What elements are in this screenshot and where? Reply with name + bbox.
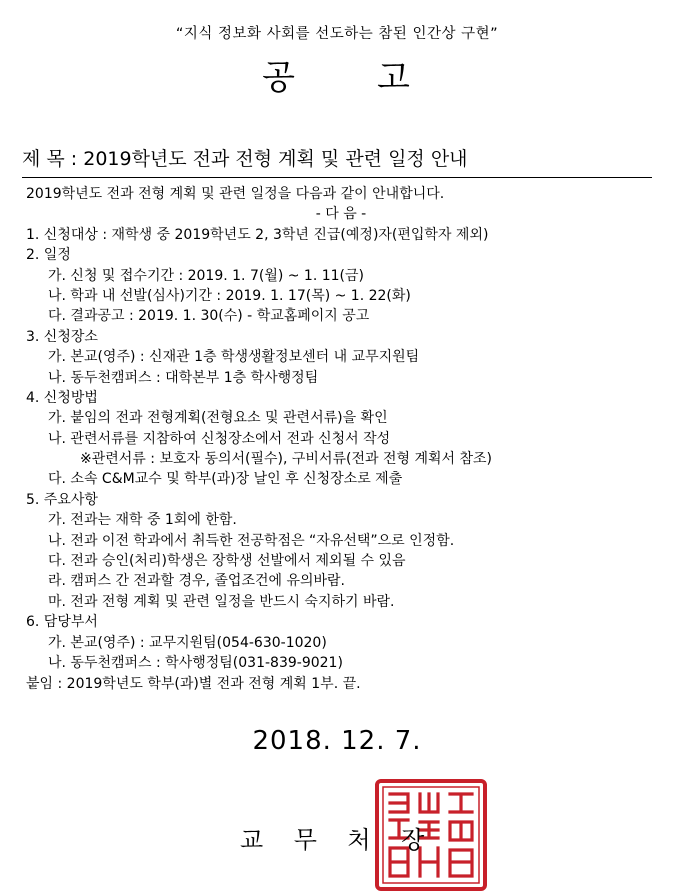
issuer-char-1: 교 [240, 826, 264, 854]
item-5-sub-b: 나. 전과 이전 학과에서 취득한 전공학점은 “자유선택”으로 인정함. [48, 532, 455, 549]
notice-body [26, 184, 656, 673]
item-3-heading: 3. 신청장소 [26, 328, 98, 345]
item-2-sub-c: 다. 결과공고 : 2019. 1. 30(수) - 학교홈페이지 공고 [48, 308, 370, 325]
item-4-heading: 4. 신청방법 [26, 389, 98, 406]
item-2-sub-a: 가. 신청 및 접수기간 : 2019. 1. 7(월) ~ 1. 11(금) [48, 267, 365, 284]
item-1-target: 1. 신청대상 : 재학생 중 2019학년도 2, 3학년 진급(예정)자(편입학자 제외) [26, 226, 489, 243]
issuer-char-4: 장 [401, 826, 425, 854]
item-5-sub-d: 라. 캠퍼스 간 전과할 경우, 졸업조건에 유의바람. [48, 573, 346, 590]
title-char-2: 고 [377, 58, 412, 98]
subject-underline [22, 177, 652, 178]
issuer-char-2: 무 [293, 826, 317, 854]
item-6-sub-a: 가. 본교(영주) : 교무지원팀(054-630-1020) [48, 634, 327, 651]
motto: “지식 정보화 사회를 선도하는 참된 인간상 구현” [175, 26, 499, 42]
item-4-sub-a: 가. 붙임의 전과 전형계획(전형요소 및 관련서류)을 확인 [48, 410, 388, 427]
issuer-title [240, 820, 424, 855]
page-title [0, 50, 674, 99]
item-4-note: ※관련서류 : 보호자 동의서(필수), 구비서류(전과 전형 계획서 참조) [80, 451, 492, 468]
item-3-sub-b: 나. 동두천캠퍼스 : 대학본부 1층 학사행정팀 [48, 369, 319, 386]
issue-date: 2018. 12. 7. [252, 726, 422, 756]
issuer-char-3: 처 [347, 826, 371, 854]
divider-text: - 다 음 - [315, 206, 367, 223]
item-4-sub-b: 나. 관련서류를 지참하여 신청장소에서 전과 신청서 작성 [48, 430, 391, 447]
item-4-sub-c: 다. 소속 C&M교수 및 학부(과)장 날인 후 신청장소로 제출 [48, 471, 403, 488]
intro-text: 2019학년도 전과 전형 계획 및 관련 일정을 다음과 같이 안내합니다. [26, 186, 445, 202]
item-5-heading: 5. 주요사항 [26, 491, 98, 508]
item-5-sub-e: 마. 전과 전형 계획 및 관련 일정을 반드시 숙지하기 바람. [48, 593, 395, 610]
item-3-sub-a: 가. 본교(영주) : 신재관 1층 학생생활정보센터 내 교무지원팀 [48, 349, 420, 366]
item-5-sub-c: 다. 전과 승인(처리)학생은 장학생 선발에서 제외될 수 있음 [48, 553, 406, 570]
attachment-note: 붙임 : 2019학년도 학부(과)별 전과 전형 계획 1부. 끝. [26, 676, 361, 692]
item-2-heading: 2. 일정 [26, 247, 71, 264]
subject-line: 제 목 : 2019학년도 전과 전형 계획 및 관련 일정 안내 [22, 148, 468, 170]
item-2-sub-b: 나. 학과 내 선발(심사)기간 : 2019. 1. 17(목) ~ 1. 22(화) [48, 287, 411, 304]
item-6-heading: 6. 담당부서 [26, 614, 98, 631]
title-char-1: 공 [262, 58, 297, 98]
item-5-sub-a: 가. 전과는 재학 중 1회에 한함. [48, 512, 237, 529]
item-6-sub-b: 나. 동두천캠퍼스 : 학사행정팀(031-839-9021) [48, 654, 343, 671]
